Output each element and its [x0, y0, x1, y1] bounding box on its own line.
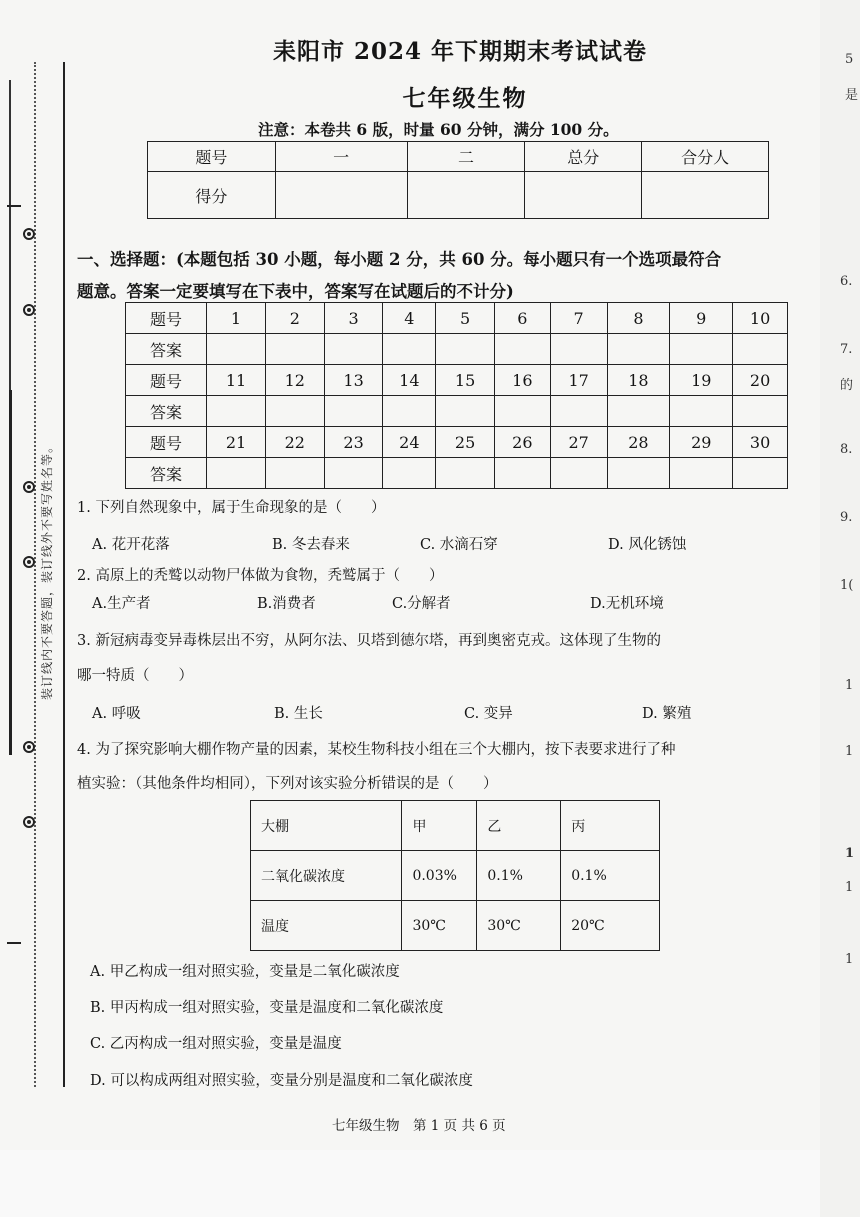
question-number: 19 — [670, 365, 733, 396]
next-page-mark: 9. — [840, 510, 853, 525]
next-page-mark: 5 — [845, 52, 854, 67]
question-3-stem: 3. 新冠病毒变异毒株层出不穷，从阿尔法、贝塔到德尔塔，再到奥密克戎。这体现了生物的 — [77, 633, 661, 649]
question-number: 9 — [670, 303, 733, 334]
question-number: 11 — [207, 365, 266, 396]
question-number: 15 — [436, 365, 495, 396]
question-1-option-c[interactable]: C. 水滴石穿 — [420, 537, 498, 553]
experiment-cell: 20℃ — [561, 901, 660, 951]
answer-cell[interactable] — [436, 458, 495, 489]
score-cell-checker[interactable] — [642, 172, 769, 219]
question-number: 28 — [607, 427, 670, 458]
question-2-stem: 2. 高原上的秃鹫以动物尸体做为食物，秃鹫属于（ ） — [77, 568, 444, 584]
binding-notice: 装订线内不要答题，装订线外不要写姓名等。 — [40, 439, 54, 700]
page-bottom-margin — [0, 1150, 860, 1217]
margin-dash-top — [7, 205, 21, 207]
answer-cell[interactable] — [733, 334, 788, 365]
question-3-option-c[interactable]: C. 变异 — [464, 706, 513, 722]
exam-notice: 注意：本卷共 6 版，时量 60 分钟，满分 100 分。 — [258, 120, 619, 139]
answer-cell[interactable] — [550, 458, 607, 489]
question-number: 5 — [436, 303, 495, 334]
answer-cell[interactable] — [670, 458, 733, 489]
answer-cell[interactable] — [670, 396, 733, 427]
question-number: 22 — [265, 427, 324, 458]
question-3-option-b[interactable]: B. 生长 — [274, 706, 323, 722]
answer-grid-num-label: 题号 — [126, 427, 207, 458]
score-table-header: 题号 — [148, 142, 276, 172]
answer-grid-ans-label: 答案 — [126, 458, 207, 489]
question-number: 20 — [733, 365, 788, 396]
question-1-option-b[interactable]: B. 冬去春来 — [272, 537, 350, 553]
answer-cell[interactable] — [324, 396, 383, 427]
binding-rule — [63, 62, 65, 1087]
experiment-header: 甲 — [402, 801, 477, 851]
binding-dotted-line — [34, 62, 36, 1087]
answer-cell[interactable] — [436, 396, 495, 427]
question-4-option-a[interactable]: A. 甲乙构成一组对照实验，变量是二氧化碳浓度 — [90, 964, 400, 980]
score-table — [147, 141, 769, 219]
answer-cell[interactable] — [550, 334, 607, 365]
answer-cell[interactable] — [265, 334, 324, 365]
answer-cell[interactable] — [733, 396, 788, 427]
answer-cell[interactable] — [207, 396, 266, 427]
question-number: 30 — [733, 427, 788, 458]
next-page-mark: 8. — [840, 442, 853, 457]
experiment-cell: 30℃ — [477, 901, 561, 951]
answer-cell[interactable] — [494, 334, 550, 365]
answer-cell[interactable] — [207, 458, 266, 489]
question-1-option-d[interactable]: D. 风化锈蚀 — [608, 537, 687, 553]
question-number: 18 — [607, 365, 670, 396]
score-cell-total[interactable] — [525, 172, 642, 219]
experiment-header: 丙 — [561, 801, 660, 851]
binding-hole-icon — [23, 481, 35, 493]
answer-cell[interactable] — [607, 458, 670, 489]
question-number: 13 — [324, 365, 383, 396]
experiment-cell: 0.1% — [561, 851, 660, 901]
question-number: 24 — [383, 427, 436, 458]
page-footer: 七年级生物 第 1 页 共 6 页 — [332, 1118, 506, 1134]
section-heading — [77, 244, 797, 308]
question-4-stem: 植实验：（其他条件均相同），下列对该实验分析错误的是（ ） — [77, 776, 498, 792]
section-heading-line: 一、选择题：(本题包括 30 小题，每小题 2 分，共 60 分。每小题只有一个选项最符合 — [77, 250, 722, 269]
question-number: 12 — [265, 365, 324, 396]
answer-cell[interactable] — [607, 334, 670, 365]
next-page-mark: 是 — [845, 88, 859, 103]
question-2-option-a[interactable]: A.生产者 — [92, 596, 151, 612]
answer-cell[interactable] — [607, 396, 670, 427]
answer-cell[interactable] — [494, 458, 550, 489]
next-page-mark: 6. — [840, 274, 853, 289]
answer-cell[interactable] — [733, 458, 788, 489]
next-page-mark: 1 — [845, 678, 854, 693]
question-number: 25 — [436, 427, 495, 458]
question-4-option-d[interactable]: D. 可以构成两组对照实验，变量分别是温度和二氧化碳浓度 — [90, 1073, 473, 1089]
question-number: 27 — [550, 427, 607, 458]
question-number: 1 — [207, 303, 266, 334]
question-number: 7 — [550, 303, 607, 334]
question-2-option-d[interactable]: D.无机环境 — [590, 596, 664, 612]
answer-grid — [125, 302, 788, 489]
answer-grid-num-label: 题号 — [126, 303, 207, 334]
next-page-mark: 7. — [840, 342, 853, 357]
score-cell-section1[interactable] — [275, 172, 407, 219]
answer-cell[interactable] — [207, 334, 266, 365]
experiment-header: 乙 — [477, 801, 561, 851]
margin-bracket-top — [9, 80, 13, 400]
next-page-mark: 1 — [845, 744, 854, 759]
answer-cell[interactable] — [670, 334, 733, 365]
experiment-header: 大棚 — [251, 801, 402, 851]
score-cell-section2[interactable] — [407, 172, 525, 219]
experiment-table — [250, 800, 660, 951]
question-number: 29 — [670, 427, 733, 458]
next-page-mark: 1( — [840, 578, 854, 593]
question-number: 8 — [607, 303, 670, 334]
binding-hole-icon — [23, 741, 35, 753]
question-number: 26 — [494, 427, 550, 458]
answer-cell[interactable] — [265, 458, 324, 489]
question-3-option-a[interactable]: A. 呼吸 — [92, 706, 141, 722]
question-4-option-b[interactable]: B. 甲丙构成一组对照实验，变量是温度和二氧化碳浓度 — [90, 1000, 444, 1016]
answer-cell[interactable] — [383, 396, 436, 427]
question-4-option-c[interactable]: C. 乙丙构成一组对照实验，变量是温度 — [90, 1036, 342, 1052]
exam-subtitle: 七年级生物 — [402, 85, 528, 112]
score-table-header: 总分 — [525, 142, 642, 172]
answer-cell[interactable] — [265, 396, 324, 427]
question-1-stem: 1. 下列自然现象中，属于生命现象的是（ ） — [77, 500, 386, 516]
answer-cell[interactable] — [383, 458, 436, 489]
section-heading-line: 题意。答案一定要填写在下表中，答案写在试题后的不计分) — [77, 282, 514, 301]
score-row-label: 得分 — [148, 172, 276, 219]
experiment-cell: 0.1% — [477, 851, 561, 901]
question-number: 2 — [265, 303, 324, 334]
next-page-mark: 的 — [840, 378, 854, 393]
answer-cell[interactable] — [494, 396, 550, 427]
question-2-option-b[interactable]: B.消费者 — [257, 596, 316, 612]
question-number: 3 — [324, 303, 383, 334]
next-page-mark: 1 — [845, 846, 855, 861]
experiment-cell: 0.03% — [402, 851, 477, 901]
answer-cell[interactable] — [550, 396, 607, 427]
question-number: 14 — [383, 365, 436, 396]
answer-cell[interactable] — [324, 458, 383, 489]
next-page-mark: 1 — [845, 880, 854, 895]
question-number: 6 — [494, 303, 550, 334]
experiment-cell: 温度 — [251, 901, 402, 951]
answer-grid-num-label: 题号 — [126, 365, 207, 396]
score-table-header: 合分人 — [642, 142, 769, 172]
binding-hole-icon — [23, 556, 35, 568]
question-number: 10 — [733, 303, 788, 334]
binding-hole-icon — [23, 304, 35, 316]
experiment-cell: 30℃ — [402, 901, 477, 951]
answer-cell[interactable] — [383, 334, 436, 365]
answer-cell[interactable] — [436, 334, 495, 365]
answer-cell[interactable] — [324, 334, 383, 365]
margin-dash-bottom — [7, 942, 21, 944]
question-number: 4 — [383, 303, 436, 334]
question-number: 17 — [550, 365, 607, 396]
exam-title: 耒阳市 2024 年下期期末考试试卷 — [272, 38, 648, 65]
question-4-stem: 4. 为了探究影响大棚作物产量的因素，某校生物科技小组在三个大棚内，按下表要求进行了种 — [77, 742, 676, 758]
next-page-edge — [820, 0, 860, 1217]
question-2-option-c[interactable]: C.分解者 — [392, 596, 451, 612]
score-table-header: 二 — [407, 142, 525, 172]
question-3-stem: 哪一特质（ ） — [77, 668, 193, 684]
question-3-option-d[interactable]: D. 繁殖 — [642, 706, 692, 722]
experiment-cell: 二氧化碳浓度 — [251, 851, 402, 901]
binding-hole-icon — [23, 228, 35, 240]
question-number: 21 — [207, 427, 266, 458]
margin-bracket-bottom — [9, 390, 13, 755]
score-table-header: 一 — [275, 142, 407, 172]
answer-grid-ans-label: 答案 — [126, 396, 207, 427]
question-1-option-a[interactable]: A. 花开花落 — [92, 537, 170, 553]
question-number: 23 — [324, 427, 383, 458]
next-page-mark: 1 — [845, 952, 854, 967]
binding-hole-icon — [23, 816, 35, 828]
answer-grid-ans-label: 答案 — [126, 334, 207, 365]
question-number: 16 — [494, 365, 550, 396]
